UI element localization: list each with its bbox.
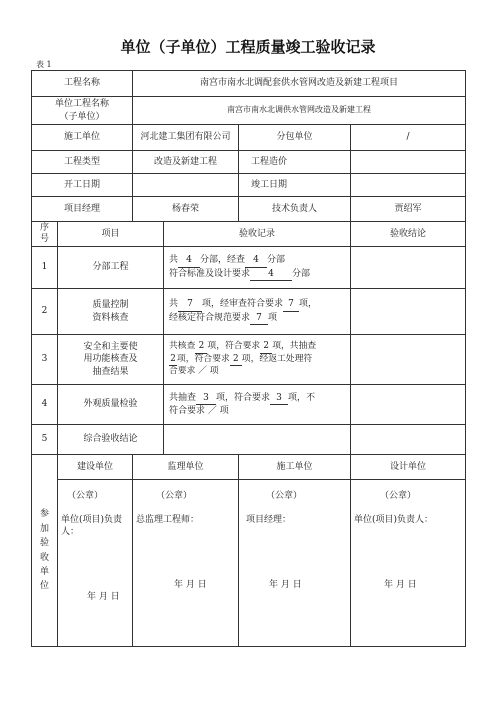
participants-side-label: 参 加 验 收 单 位	[32, 455, 58, 647]
pm-value: 杨春荣	[133, 197, 239, 222]
row-managers	[32, 197, 466, 222]
table-row	[32, 247, 466, 289]
table-number: 表 1	[36, 60, 52, 69]
row-item: 综合验收结论	[58, 425, 164, 455]
row-item: 安全和主要使 用功能核查及 抽查结果	[58, 335, 164, 385]
unit-name-label: 单位工程名称 （子单位）	[32, 97, 133, 125]
acceptance-record-table	[31, 70, 466, 647]
pm-label: 项目经理	[32, 197, 133, 222]
supervisor-unit-label: 监理单位	[133, 455, 239, 480]
contractor-unit-label: 施工单位	[239, 455, 351, 480]
row-number: 2	[32, 289, 58, 335]
subcontractor-label: 分包单位	[239, 125, 351, 151]
row-unit-name	[32, 97, 466, 125]
type-value: 改造及新建工程	[133, 151, 239, 174]
row-dates	[32, 174, 466, 197]
owner-unit-label: 建设单位	[58, 455, 133, 480]
row-headers	[32, 222, 466, 247]
row-number: 1	[32, 247, 58, 289]
row-conclusion	[351, 335, 466, 385]
row-record: 共 4 分部，经查 4 分部 符合标准及设计要求 4 分部	[164, 247, 351, 289]
row-participants-header	[32, 455, 466, 480]
row-record: 共 7 项，经审查符合要求 7 项， 经核定符合规范要求 7 项	[164, 289, 351, 335]
row-participants-signatures	[32, 480, 466, 647]
start-date-value	[133, 174, 239, 197]
table-row	[32, 289, 466, 335]
row-conclusion	[351, 247, 466, 289]
row-contractor	[32, 125, 466, 151]
row-number: 4	[32, 385, 58, 425]
type-label: 工程类型	[32, 151, 133, 174]
contractor-label: 施工单位	[32, 125, 133, 151]
row-number: 3	[32, 335, 58, 385]
contractor-value: 河北建工集团有限公司	[133, 125, 239, 151]
page-title: 单位（子单位）工程质量竣工验收记录	[120, 38, 376, 56]
supervisor-signature-cell: （公章） 总监理工程师： 年 月 日	[133, 480, 239, 647]
table-row	[32, 385, 466, 425]
row-conclusion	[351, 385, 466, 425]
project-name-value: 南宫市南水北调配套供水管网改造及新建工程项目	[133, 71, 466, 97]
row-conclusion	[351, 289, 466, 335]
unit-name-value: 南宫市南水北调供水管网改造及新建工程	[133, 97, 466, 125]
row-item: 外观质量检验	[58, 385, 164, 425]
row-conclusion	[351, 425, 466, 455]
cost-label: 工程造价	[239, 151, 351, 174]
design-signature-cell: （公章） 单位(项目)负责人： 年 月 日	[351, 480, 466, 647]
row-type	[32, 151, 466, 174]
subcontractor-value: /	[351, 125, 466, 151]
finish-date-value	[351, 174, 466, 197]
contractor-signature-cell: （公章） 项目经理： 年 月 日	[239, 480, 351, 647]
tech-lead-label: 技术负责人	[239, 197, 351, 222]
row-record: 共核查 2 项，符合要求 2 项，共抽查 2项，符合要求 2 项，经返工处理符 合要求 ／ 项	[164, 335, 351, 385]
cost-value	[351, 151, 466, 174]
finish-date-label: 竣工日期	[239, 174, 351, 197]
header-item: 项目	[58, 222, 164, 247]
header-conclusion: 验收结论	[351, 222, 466, 247]
tech-lead-value: 贾绍军	[351, 197, 466, 222]
row-record	[164, 425, 351, 455]
header-seq: 序号	[32, 222, 58, 247]
start-date-label: 开工日期	[32, 174, 133, 197]
row-number: 5	[32, 425, 58, 455]
table-row	[32, 425, 466, 455]
row-item: 分部工程	[58, 247, 164, 289]
row-record: 共抽查 3 项，符合要求 3 项，不 符合要求 ／ 项	[164, 385, 351, 425]
row-project-name	[32, 71, 466, 97]
table-row	[32, 335, 466, 385]
design-unit-label: 设计单位	[351, 455, 466, 480]
header-record: 验收记录	[164, 222, 351, 247]
owner-signature-cell: （公章） 单位(项目)负责人： 年 月 日	[58, 480, 133, 647]
project-name-label: 工程名称	[32, 71, 133, 97]
row-item: 质量控制 资料核查	[58, 289, 164, 335]
